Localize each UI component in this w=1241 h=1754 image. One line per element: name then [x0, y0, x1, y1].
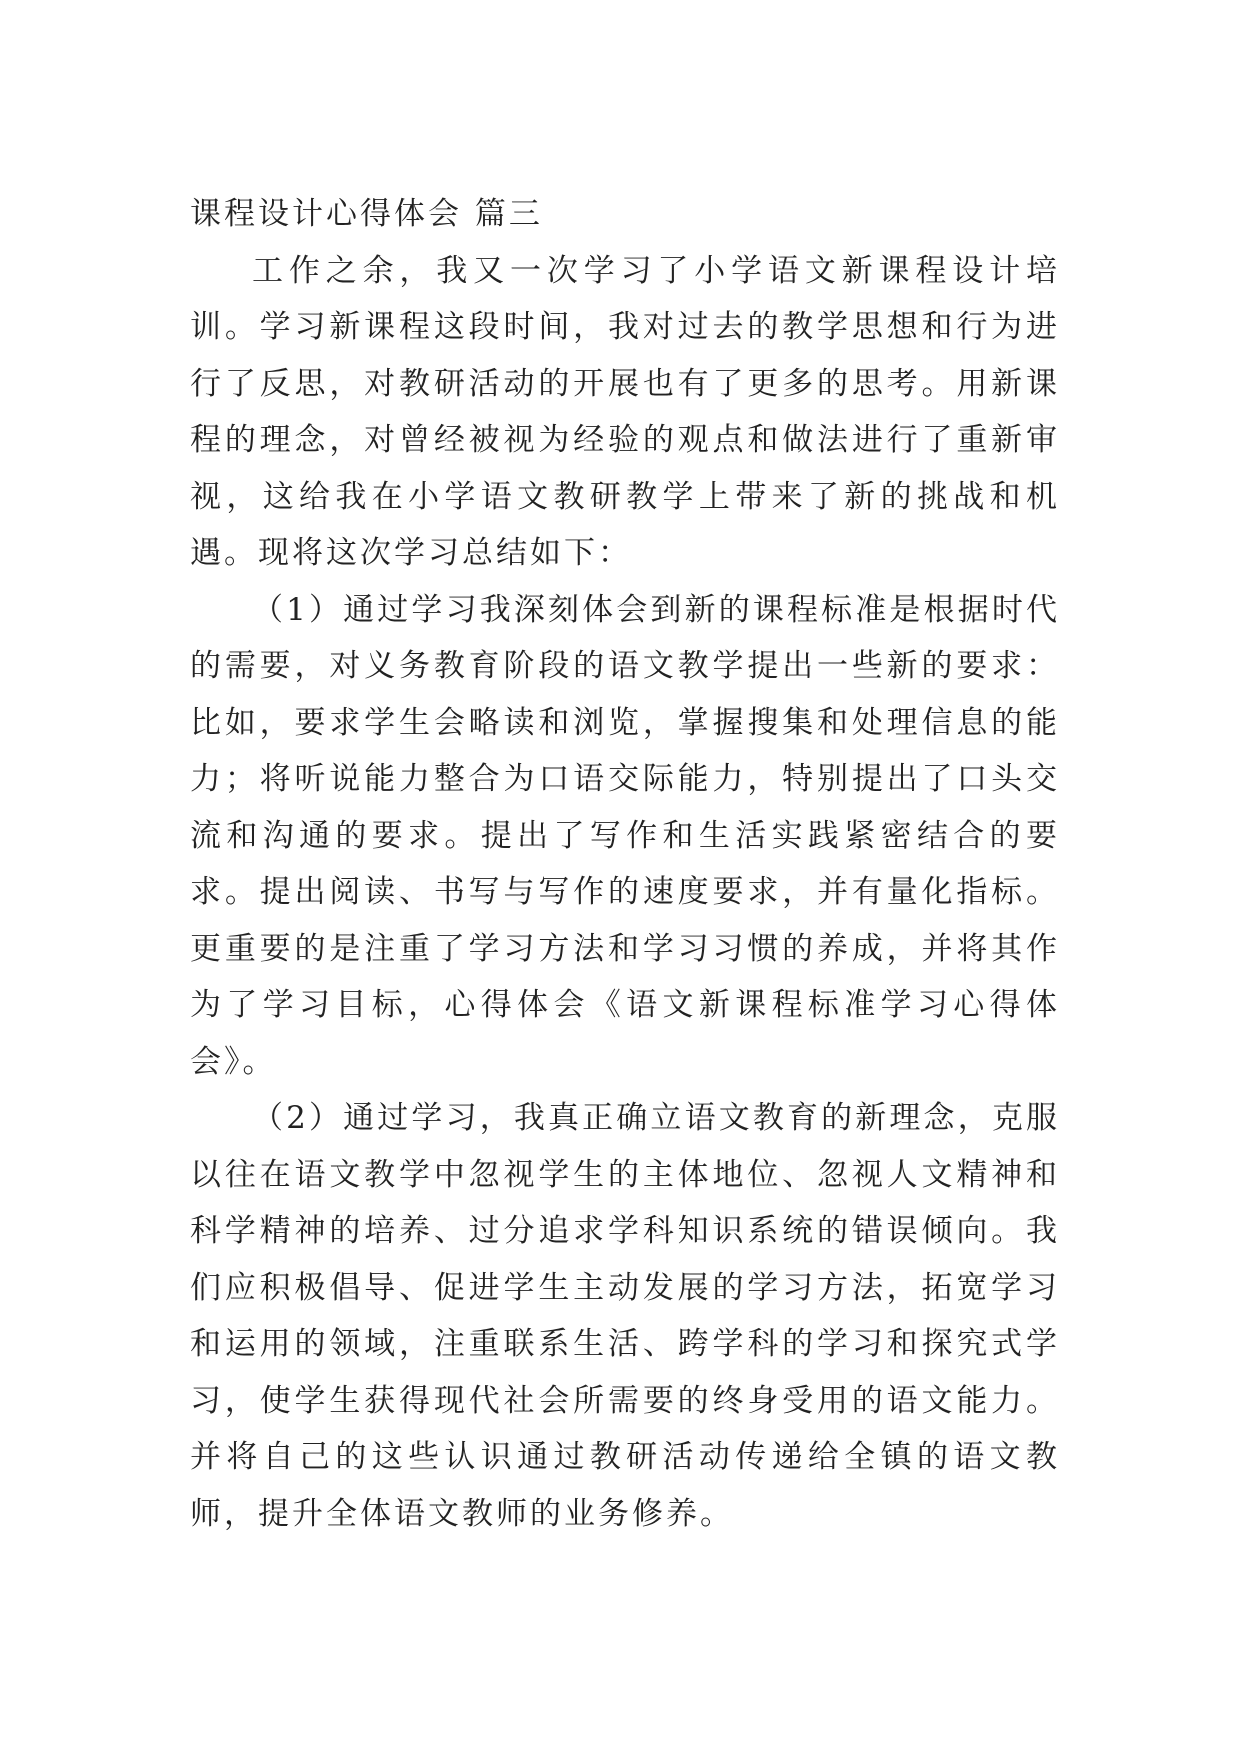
document-title: 课程设计心得体会 篇三: [190, 196, 543, 232]
paragraph-point-1: （1）通过学习我深刻体会到新的课程标准是根据时代的需要，对义务教育阶段的语文教学提出一些新的要求：比如，要求学生会略读和浏览，掌握搜集和处理信息的能力；将听说能力整合为口语交际能力，特别提出了口头交流和沟通的要求。提出了写作和生活实践紧密结合的要求。提出阅读、书写与写作的速度要求，并有量化指标。更重要的是注重了学习方法和学习习惯的养成，并将其作为了学习目标，心得体会《语文新课程标准学习心得体会》。: [190, 591, 1060, 1080]
paragraph-intro: 工作之余，我又一次学习了小学语文新课程设计培训。学习新课程这段时间，我对过去的教学思想和行为进行了反思，对教研活动的开展也有了更多的思考。用新课程的理念，对曾经被视为经验的观点和做法进行了重新审视，这给我在小学语文教研教学上带来了新的挑战和机遇。现将这次学习总结如下：: [190, 252, 1060, 571]
paragraph-point-2: （2）通过学习，我真正确立语文教育的新理念，克服以往在语文教学中忽视学生的主体地位、忽视人文精神和科学精神的培养、过分追求学科知识系统的错误倾向。我们应积极倡导、促进学生主动发展的学习方法，拓宽学习和运用的领域，注重联系生活、跨学科的学习和探究式学习，使学生获得现代社会所需要的终身受用的语文能力。并将自己的这些认识通过教研活动传递给全镇的语文教师，提升全体语文教师的业务修养。: [190, 1100, 1060, 1532]
document-body: [190, 186, 1060, 1542]
